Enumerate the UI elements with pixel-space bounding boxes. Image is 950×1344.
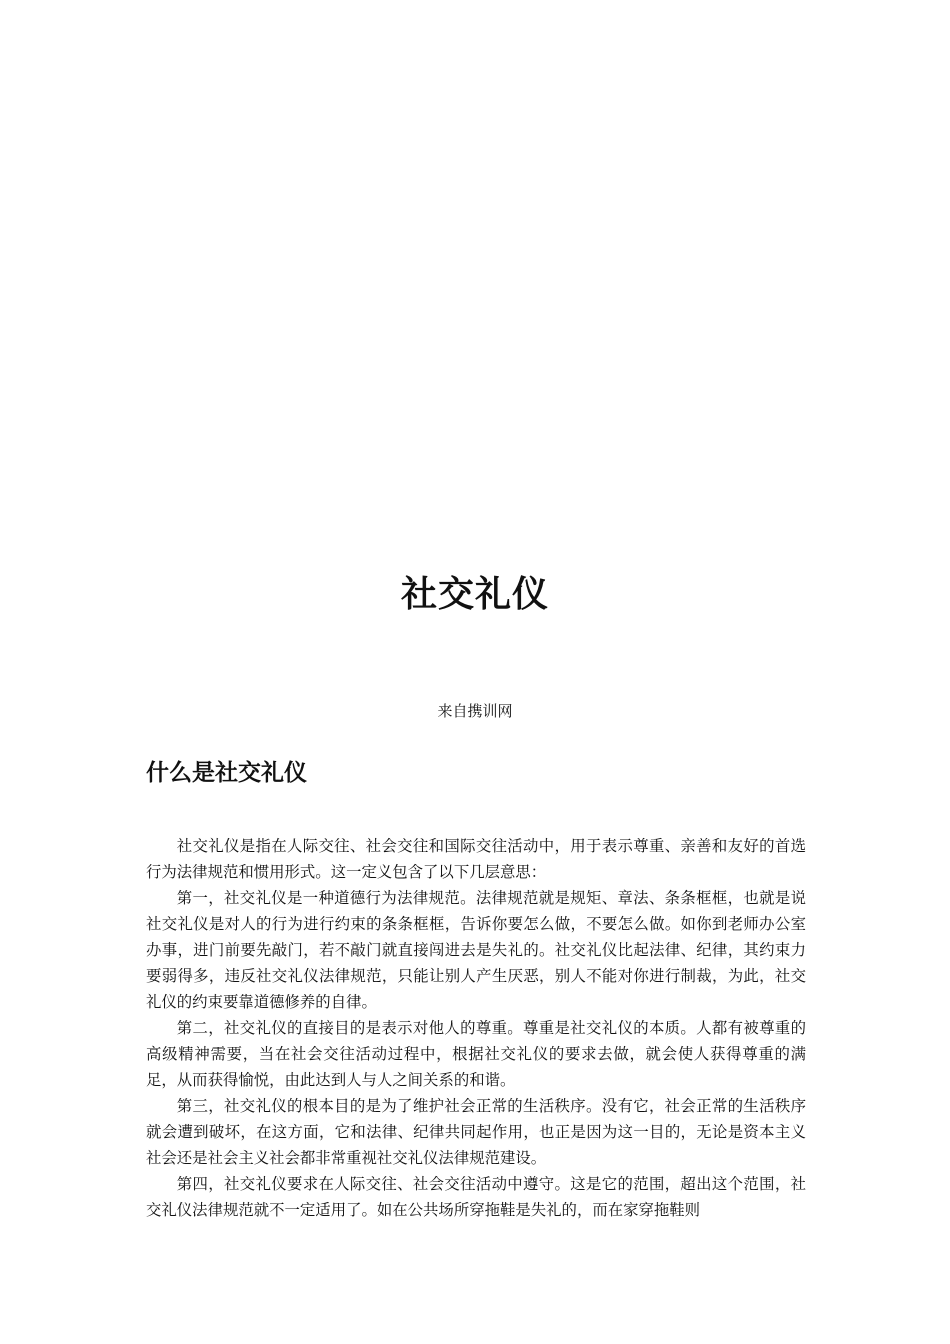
paragraph-second-point: 第二，社交礼仪的直接目的是表示对他人的尊重。尊重是社交礼仪的本质。人都有被尊重的高级精神需要，当在社会交往活动过程中，根据社交礼仪的要求去做，就会使人获得尊重的满足，从而获得愉悦，由此达到人与人之间关系的和谐。 bbox=[146, 1019, 806, 1089]
document-title: 社交礼仪 bbox=[400, 574, 549, 615]
paragraph-first-point: 第一，社交礼仪是一种道德行为法律规范。法律规范就是规矩、章法、条条框框，也就是说社交礼仪是对人的行为进行约束的条条框框，告诉你要怎么做，不要怎么做。如你到老师办公室办事，进门前要先敲门，若不敲门就直接闯进去是失礼的。社交礼仪比起法律、纪律，其约束力要弱得多，违反社交礼仪法律规范，只能让别人产生厌恶，别人不能对你进行制裁，为此，社交礼仪的约束要靠道德修养的自律。 bbox=[146, 889, 806, 1011]
paragraph-third-point: 第三，社交礼仪的根本目的是为了维护社会正常的生活秩序。没有它，社会正常的生活秩序就会遭到破坏，在这方面，它和法律、纪律共同起作用，也正是因为这一目的，无论是资本主义社会还是社会主义社会都非常重视社交礼仪法律规范建设。 bbox=[146, 1097, 806, 1167]
paragraph-definition: 社交礼仪是指在人际交往、社会交往和国际交往活动中，用于表示尊重、亲善和友好的首选行为法律规范和惯用形式。这一定义包含了以下几层意思： bbox=[146, 837, 806, 881]
paragraph-fourth-point: 第四，社交礼仪要求在人际交往、社会交往活动中遵守。这是它的范围，超出这个范围，社交礼仪法律规范就不一定适用了。如在公共场所穿拖鞋是失礼的，而在家穿拖鞋则 bbox=[146, 1175, 806, 1219]
section-heading: 什么是社交礼仪 bbox=[146, 760, 307, 786]
document-source: 来自携训网 bbox=[437, 702, 513, 720]
body-text bbox=[146, 833, 806, 1223]
